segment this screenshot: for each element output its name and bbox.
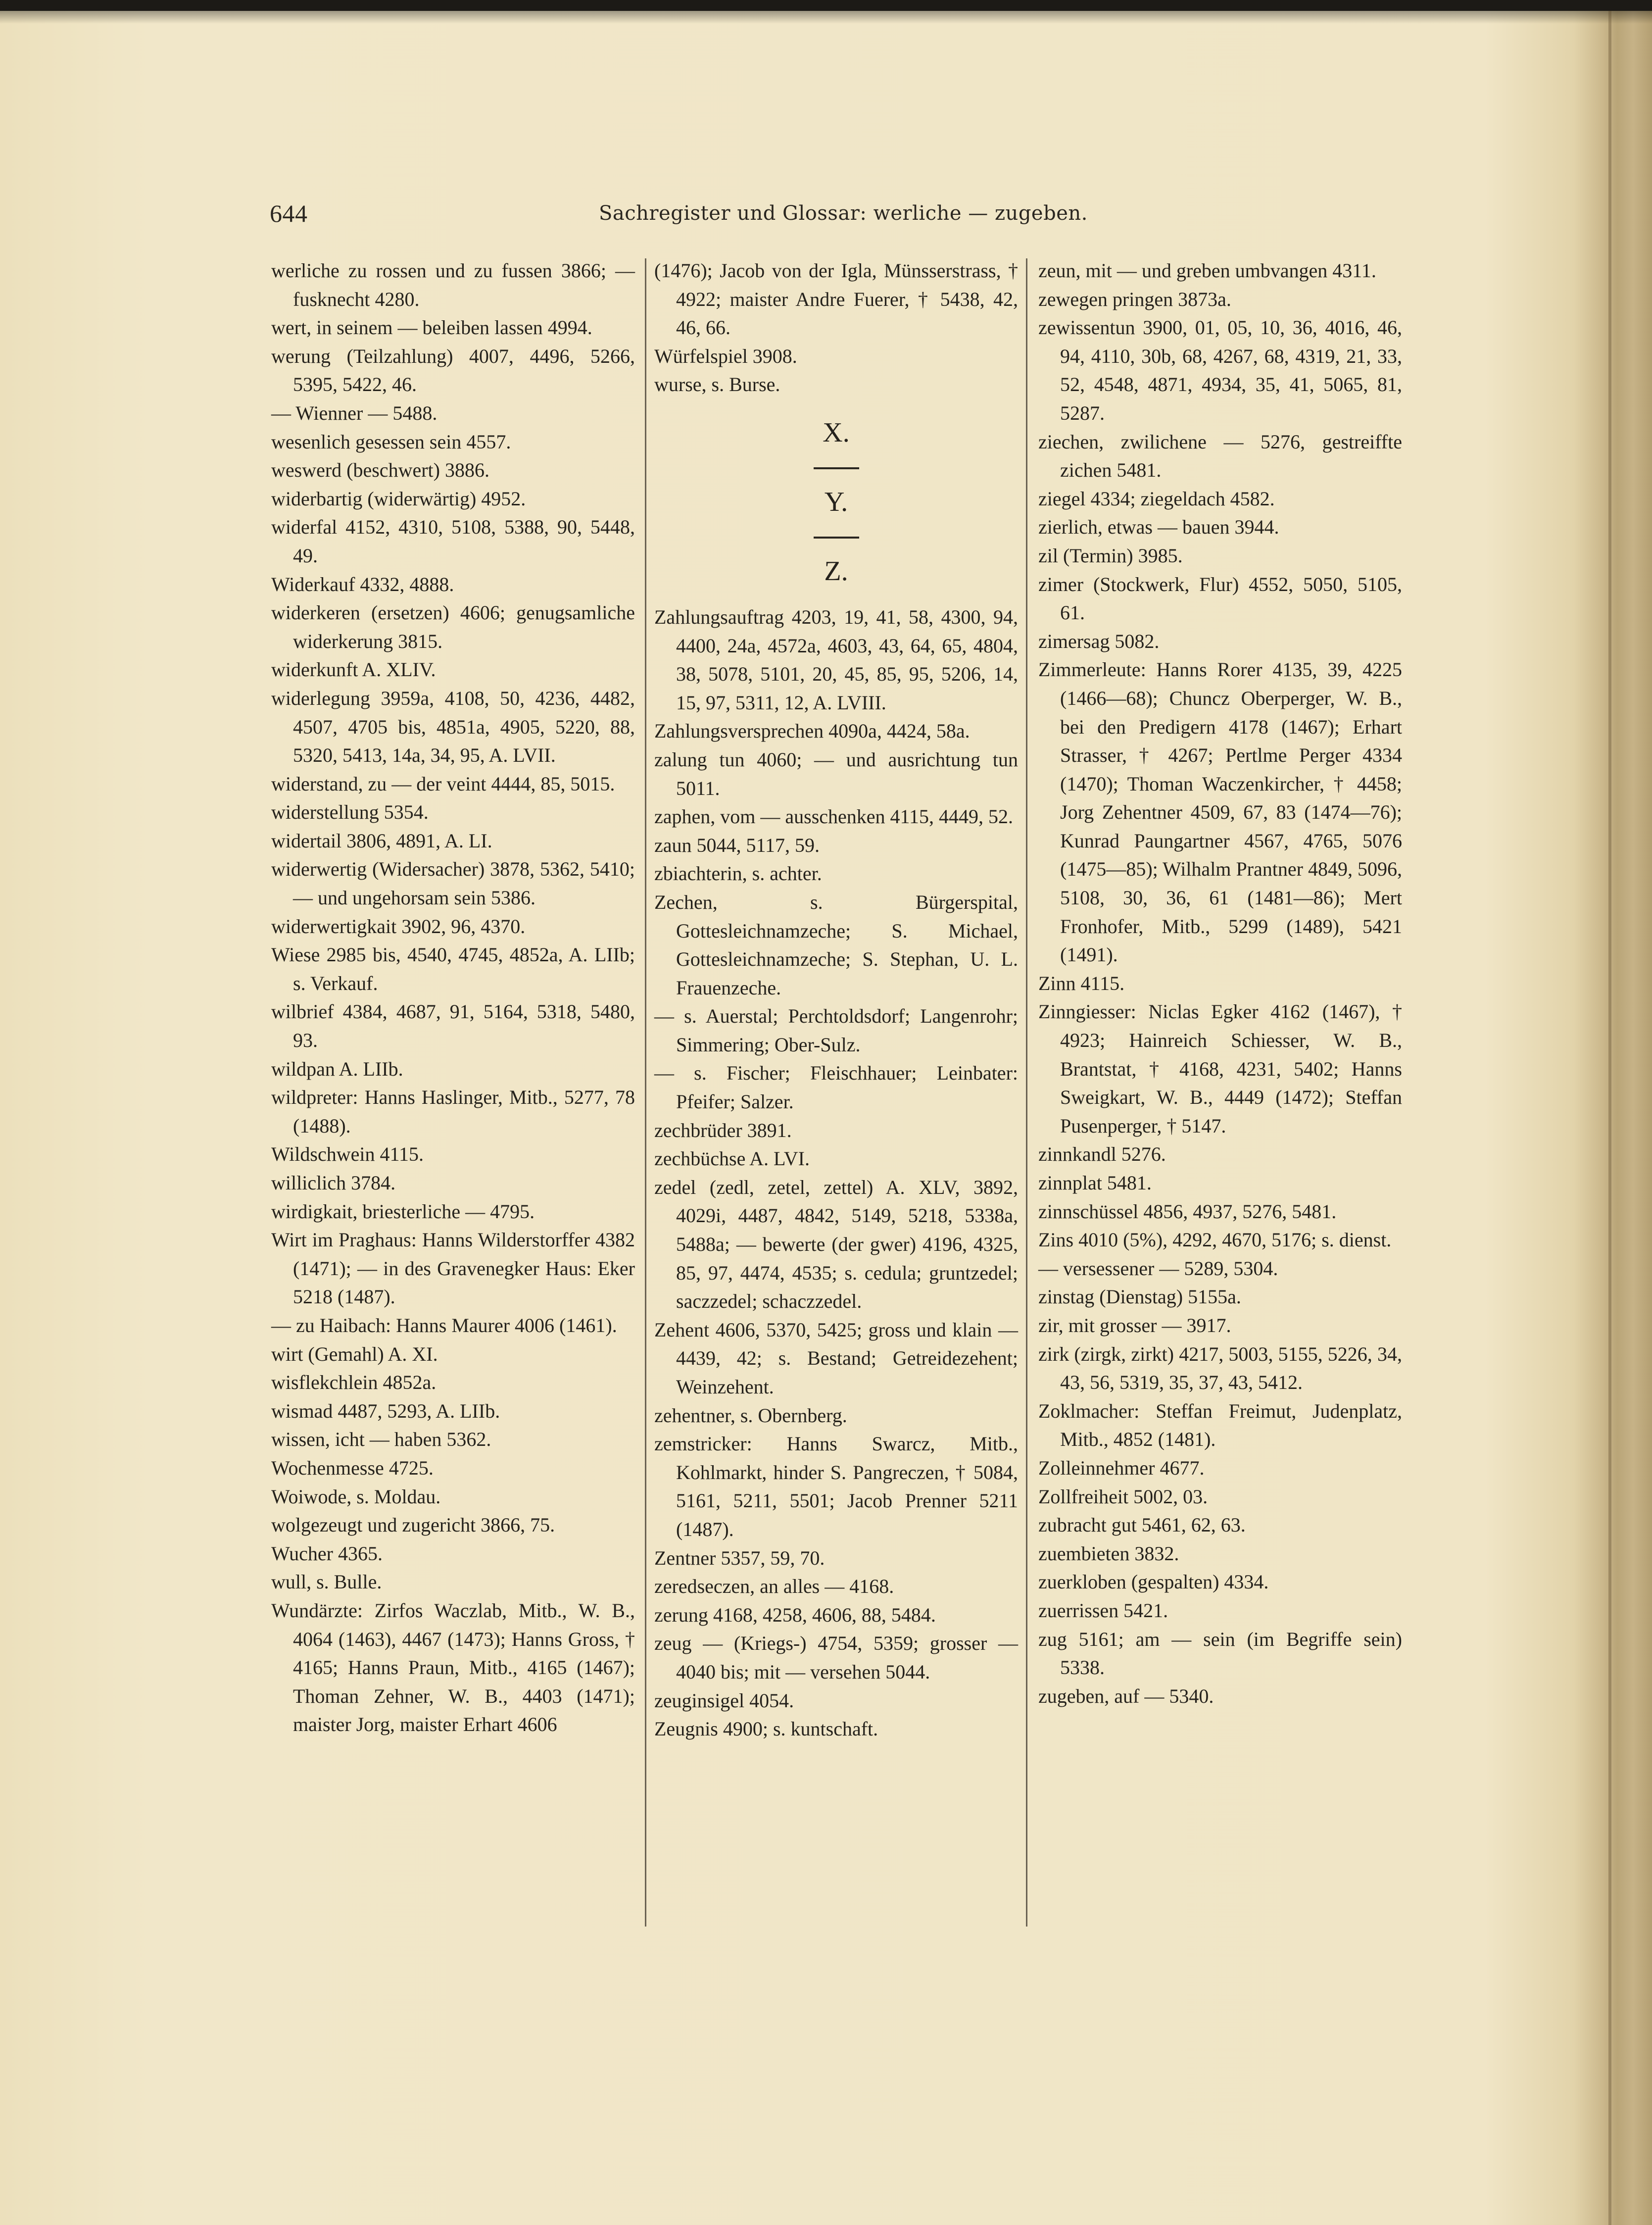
index-entry: widerstellung 5354. bbox=[271, 801, 429, 824]
index-entry: zehentner, s. Obernberg. bbox=[654, 1404, 847, 1427]
index-entry: Widerkauf 4332, 4888. bbox=[271, 573, 454, 595]
index-entry: zinnplat 5481. bbox=[1038, 1172, 1152, 1194]
index-entry: zaun 5044, 5117, 59. bbox=[654, 834, 820, 856]
index-entry: widerfal 4152, 4310, 5108, 5388, 90, 5448, 49. bbox=[271, 516, 635, 567]
column-divider-2 bbox=[1026, 258, 1027, 1927]
index-entry: wurse, s. Burse. bbox=[654, 373, 780, 396]
index-column-2 bbox=[654, 256, 1018, 1743]
index-entry: — s. Fischer; Fleischhauer; Leinbater: Pfeifer; Salzer. bbox=[654, 1062, 1018, 1113]
index-entry: zimersag 5082. bbox=[1038, 630, 1160, 652]
index-entry: wolgezeugt und zugericht 3866, 75. bbox=[271, 1514, 555, 1536]
index-entry: zerung 4168, 4258, 4606, 88, 5484. bbox=[654, 1603, 936, 1626]
index-entry: wilbrief 4384, 4687, 91, 5164, 5318, 5480, 93. bbox=[271, 1000, 635, 1052]
index-entry: werliche zu rossen und zu fussen 3866; — fusknecht 4280. bbox=[271, 259, 635, 310]
index-entry: zewegen pringen 3873a. bbox=[1038, 288, 1231, 310]
index-entry: wildpreter: Hanns Haslinger, Mitb., 5277, 78 (1488). bbox=[271, 1086, 635, 1137]
index-entry: (1476); Jacob von der Igla, Münsserstrass, † 4922; maister Andre Fuerer, † 5438, 42, 46, 66. bbox=[654, 259, 1018, 339]
page-number: 644 bbox=[270, 199, 308, 227]
index-entry: Wundärzte: Zirfos Waczlab, Mitb., W. B., 4064 (1463), 4467 (1473); Hanns Gross, † 4165; Hanns Praun, Mitb., 4165 (1467); Thoman Zehner, W. B., 4403 (1471); maister Jorg, maister Erhart 4606 bbox=[271, 1599, 635, 1736]
index-entry: williclich 3784. bbox=[271, 1172, 396, 1194]
index-entry: zeredseczen, an alles — 4168. bbox=[654, 1575, 894, 1598]
index-entry: zugeben, auf — 5340. bbox=[1038, 1684, 1214, 1707]
index-entry: zeug — (Kriegs-) 4754, 5359; grosser — 4040 bis; mit — versehen 5044. bbox=[654, 1632, 1018, 1683]
index-entry: wesenlich gesessen sein 4557. bbox=[271, 430, 511, 453]
index-entry: Zechen, s. Bürgerspital, Gottesleichnamzeche; S. Michael, Gottesleichnamzeche; S. Stephan, U. L. Frauenzeche. bbox=[654, 890, 1018, 999]
index-entry: zirk (zirgk, zirkt) 4217, 5003, 5155, 5226, 34, 43, 56, 5319, 35, 37, 43, 5412. bbox=[1038, 1342, 1402, 1394]
index-entry: Woiwode, s. Moldau. bbox=[271, 1485, 441, 1508]
index-entry: Zolleinnehmer 4677. bbox=[1038, 1456, 1205, 1479]
index-entry: Wildschwein 4115. bbox=[271, 1143, 424, 1166]
index-entry: zuerrissen 5421. bbox=[1038, 1599, 1168, 1622]
index-entry: Zahlungsauftrag 4203, 19, 41, 58, 4300, 94, 4400, 24a, 4572a, 4603, 43, 64, 65, 4804, 38, 5078, 5101, 20, 45, 85, 95, 5206, 14, 15, 97, 5311, 12, A. LVIII. bbox=[654, 605, 1018, 714]
index-entry: zeuginsigel 4054. bbox=[654, 1689, 794, 1712]
book-page bbox=[0, 11, 1652, 2225]
index-entry: Zimmerleute: Hanns Rorer 4135, 39, 4225 (1466—68); Chuncz Oberperger, W. B., bei den Predigern 4178 (1467); Erhart Strasser, † 4267; Pertlme Perger 4334 (1470); Thoman Waczenkircher, † 4458; Jorg Zehentner 4509, 67, 83 (1474—76); Kunrad Paungartner 4567, 4765, 5076 (1475—85); Wilhalm Prantner 4849, 5096, 5108, 30, 36, 61 (1481—86); Mert Fronhofer, Mitb., 5299 (1489), 5421 (1491). bbox=[1038, 658, 1402, 966]
index-entry: — versessener — 5289, 5304. bbox=[1038, 1257, 1278, 1280]
index-entry: zimer (Stockwerk, Flur) 4552, 5050, 5105, 61. bbox=[1038, 573, 1402, 624]
index-entry: zug 5161; am — sein (im Begriffe sein) 5338. bbox=[1038, 1628, 1402, 1679]
index-entry: Wirt im Praghaus: Hanns Wilderstorffer 4382 (1471); — in des Gravenegker Haus: Eker 5218 (1487). bbox=[271, 1229, 635, 1308]
index-entry: wirdigkait, briesterliche — 4795. bbox=[271, 1200, 535, 1223]
index-entry: widerstand, zu — der veint 4444, 85, 5015. bbox=[271, 772, 615, 795]
index-entry: zechbrüder 3891. bbox=[654, 1119, 792, 1141]
index-entry: Zeugnis 4900; s. kuntschaft. bbox=[654, 1718, 878, 1740]
index-entry: zalung tun 4060; — und ausrichtung tun 5011. bbox=[654, 748, 1018, 799]
index-entry: Wochenmesse 4725. bbox=[271, 1456, 434, 1479]
section-letter-x: X. bbox=[823, 417, 850, 448]
index-entry: wildpan A. LIIb. bbox=[271, 1057, 403, 1080]
index-entry: Zollfreiheit 5002, 03. bbox=[1038, 1485, 1208, 1508]
index-column-3 bbox=[1038, 256, 1402, 1710]
index-entry: zinnkandl 5276. bbox=[1038, 1143, 1166, 1166]
index-entry: wert, in seinem — beleiben lassen 4994. bbox=[271, 316, 592, 339]
index-entry: zuembieten 3832. bbox=[1038, 1542, 1179, 1565]
index-entry: zinnschüssel 4856, 4937, 5276, 5481. bbox=[1038, 1200, 1337, 1223]
section-letter-z: Z. bbox=[824, 555, 848, 587]
index-entry: — zu Haibach: Hanns Maurer 4006 (1461). bbox=[271, 1314, 617, 1336]
section-rule bbox=[814, 467, 859, 469]
index-entry: Wiese 2985 bis, 4540, 4745, 4852a, A. LIIb; s. Verkauf. bbox=[271, 943, 635, 994]
index-entry: zir, mit grosser — 3917. bbox=[1038, 1314, 1231, 1336]
index-entry: widerbartig (widerwärtig) 4952. bbox=[271, 487, 526, 510]
index-entry: zewissentun 3900, 01, 05, 10, 36, 4016, 46, 94, 4110, 30b, 68, 4267, 68, 4319, 21, 33, 52, 4548, 4871, 4934, 35, 41, 5065, 81, 5287. bbox=[1038, 316, 1402, 424]
index-entry: widerkunft A. XLIV. bbox=[271, 658, 436, 681]
index-entry: widerkeren (ersetzen) 4606; genugsamliche widerkerung 3815. bbox=[271, 601, 635, 652]
index-column-1 bbox=[271, 256, 635, 1739]
index-entry: wull, s. Bulle. bbox=[271, 1571, 382, 1593]
page-edge-shadow bbox=[0, 11, 1652, 24]
index-entry: — Wienner — 5488. bbox=[271, 401, 437, 424]
index-entry: werung (Teilzahlung) 4007, 4496, 5266, 5395, 5422, 46. bbox=[271, 345, 635, 396]
section-rule bbox=[814, 537, 859, 539]
index-entry: widerlegung 3959a, 4108, 50, 4236, 4482, 4507, 4705 bis, 4851a, 4905, 5220, 88, 5320, 5413, 14a, 34, 95, A. LVII. bbox=[271, 687, 635, 767]
index-entry: widertail 3806, 4891, A. LI. bbox=[271, 829, 492, 852]
index-entry: zierlich, etwas — bauen 3944. bbox=[1038, 516, 1279, 539]
index-entry: widerwertig (Widersacher) 3878, 5362, 5410; — und ungehorsam sein 5386. bbox=[271, 858, 635, 909]
index-entry: zil (Termin) 3985. bbox=[1038, 544, 1183, 567]
index-entry: zemstricker: Hanns Swarcz, Mitb., Kohlmarkt, hinder S. Pangreczen, † 5084, 5161, 5211, 5501; Jacob Prenner 5211 (1487). bbox=[654, 1433, 1018, 1540]
index-entry: — s. Auerstal; Perchtoldsdorf; Langenrohr; Simmering; Ober-Sulz. bbox=[654, 1005, 1018, 1056]
section-letter-y: Y. bbox=[824, 486, 848, 517]
column-divider-1 bbox=[645, 258, 646, 1927]
index-entry: Zinngiesser: Niclas Egker 4162 (1467), † 4923; Hainreich Schiesser, W. B., Brantstat, † 4168, 4231, 5402; Hanns Sweigkart, W. B., 4449 (1472); Steffan Pusenperger, † 5147. bbox=[1038, 1000, 1402, 1137]
index-entry: Zahlungsversprechen 4090a, 4424, 58a. bbox=[654, 720, 970, 742]
index-entry: zuerkloben (gespalten) 4334. bbox=[1038, 1571, 1269, 1593]
index-entry: Zins 4010 (5%), 4292, 4670, 5176; s. dienst. bbox=[1038, 1229, 1392, 1251]
index-entry: Zoklmacher: Steffan Freimut, Judenplatz, Mitb., 4852 (1481). bbox=[1038, 1399, 1402, 1451]
index-entry: wisflekchlein 4852a. bbox=[271, 1371, 437, 1394]
index-entry: zeun, mit — und greben umbvangen 4311. bbox=[1038, 259, 1376, 282]
index-entry: Zinn 4115. bbox=[1038, 972, 1125, 994]
index-entry: zaphen, vom — ausschenken 4115, 4449, 52. bbox=[654, 805, 1014, 828]
index-entry: Zehent 4606, 5370, 5425; gross und klain — 4439, 42; s. Bestand; Getreidezehent; Weinzehent. bbox=[654, 1318, 1018, 1398]
index-entry: wirt (Gemahl) A. XI. bbox=[271, 1342, 438, 1365]
index-entry: ziechen, zwilichene — 5276, gestreiffte zichen 5481. bbox=[1038, 430, 1402, 482]
index-entry: Würfelspiel 3908. bbox=[654, 345, 797, 367]
index-entry: zubracht gut 5461, 62, 63. bbox=[1038, 1514, 1246, 1536]
book-spine bbox=[1608, 11, 1611, 2225]
index-entry: zedel (zedl, zetel, zettel) A. XLV, 3892, 4029i, 4487, 4842, 5149, 5218, 5338a, 5488a; — bewerte (der gwer) 4196, 4325, 85, 97, 4474, 4535; s. cedula; gruntzedel; saczzedel; schaczzedel. bbox=[654, 1176, 1018, 1313]
index-entry: widerwertigkait 3902, 96, 4370. bbox=[271, 915, 526, 938]
index-entry: weswerd (beschwert) 3886. bbox=[271, 459, 489, 482]
index-entry: Zentner 5357, 59, 70. bbox=[654, 1546, 825, 1569]
index-entry: wissen, icht — haben 5362. bbox=[271, 1428, 491, 1451]
index-entry: ziegel 4334; ziegeldach 4582. bbox=[1038, 487, 1275, 510]
index-entry: zechbüchse A. LVI. bbox=[654, 1147, 810, 1170]
running-title: Sachregister und Glossar: werliche — zugeben. bbox=[599, 202, 1088, 225]
index-entry: wismad 4487, 5293, A. LIIb. bbox=[271, 1399, 500, 1422]
index-entry: zbiachterin, s. achter. bbox=[654, 862, 822, 885]
index-entry: zinstag (Dienstag) 5155a. bbox=[1038, 1286, 1241, 1308]
running-head bbox=[270, 199, 1458, 229]
index-entry: Wucher 4365. bbox=[271, 1542, 383, 1565]
